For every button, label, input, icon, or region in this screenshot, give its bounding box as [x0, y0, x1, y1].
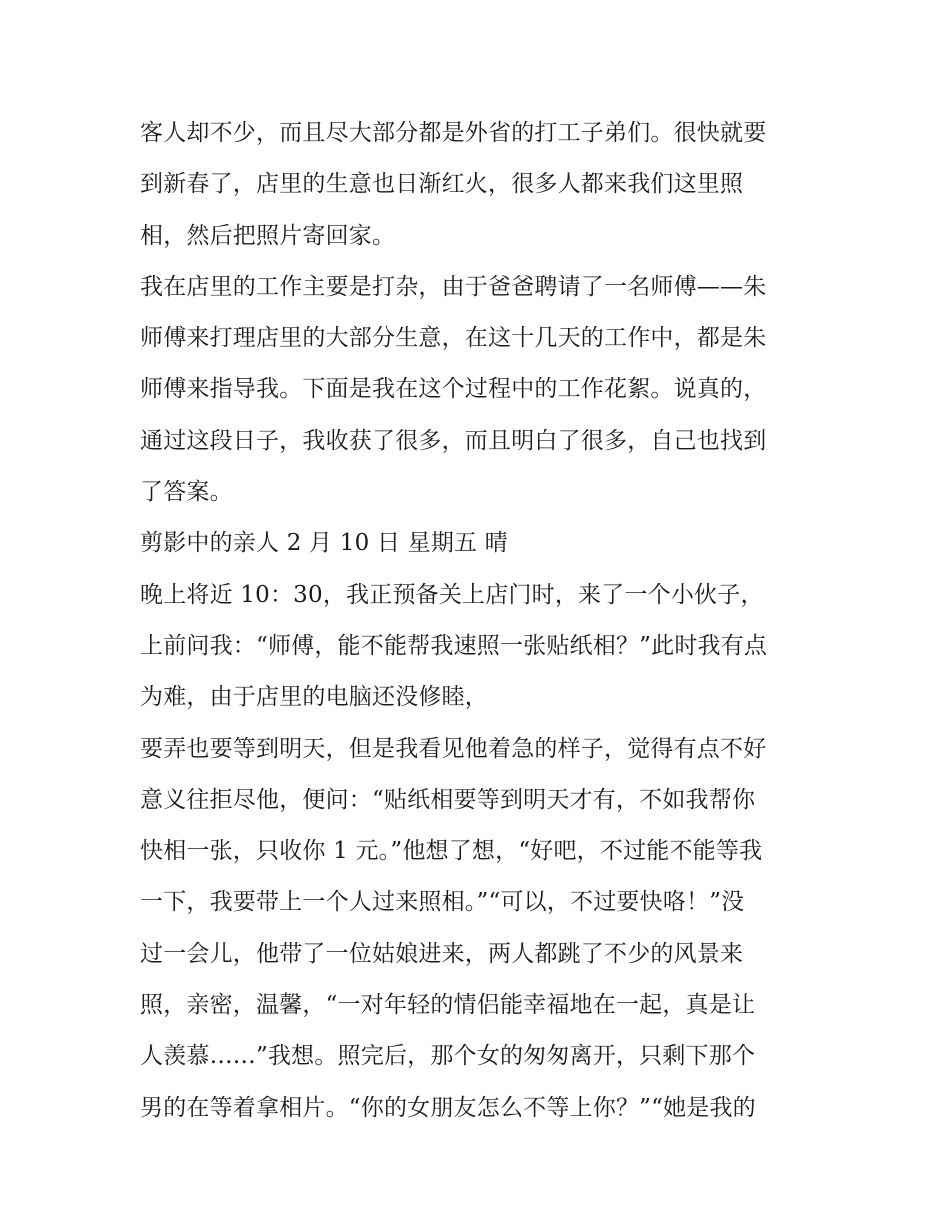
text-line: 我在店里的工作主要是打杂，由于爸爸聘请了一名师傅——朱 [140, 273, 767, 300]
text-line: 照，亲密，温馨，“一对年轻的情侣能幸福地在一起，真是让 [140, 992, 756, 1019]
text-line: 相，然后把照片寄回家。 [140, 222, 396, 249]
text-line: 快相一张，只收你 1 元。”他想了想，“好吧，不过能不能等我 [140, 838, 763, 865]
text-line: 为难，由于店里的电脑还没修睦， [140, 684, 488, 711]
text-line: 要弄也要等到明天，但是我看见他着急的样子，觉得有点不好 [140, 735, 767, 762]
text-line: 到新春了，店里的生意也日渐红火，很多人都来我们这里照 [140, 171, 744, 198]
text-line: 上前问我：“师傅，能不能帮我速照一张贴纸相？”此时我有点 [140, 632, 768, 659]
text-line: 一下，我要带上一个人过来照相。”“可以，不过要快咯！”没 [140, 889, 745, 916]
text-line: 客人却不少，而且尽大部分都是外省的打工子弟们。很快就要 [140, 120, 767, 146]
text-line: 通过这段日子，我收获了很多，而且明白了很多，自己也找到 [140, 427, 767, 454]
text-line: 了答案。 [140, 479, 233, 506]
text-line: 人羡慕……”我想。照完后，那个女的匆匆离开，只剩下那个 [140, 1043, 756, 1070]
text-line: 过一会儿，他带了一位姑娘进来，两人都跳了不少的风景来 [140, 940, 744, 967]
section-heading: 剪影中的亲人 2 月 10 日 星期五 晴 [140, 530, 508, 557]
text-line: 师傅来指导我。下面是我在这个过程中的工作花絮。说真的， [140, 376, 767, 403]
body-text [140, 108, 820, 1134]
text-line: 师傅来打理店里的大部分生意，在这十几天的工作中，都是朱 [140, 325, 767, 352]
text-line: 意义往拒尽他，便问：“贴纸相要等到明天才有，不如我帮你 [140, 786, 756, 813]
text-line: 男的在等着拿相片。“你的女朋友怎么不等上你？”“她是我的 [140, 1094, 756, 1121]
text-line: 晚上将近 10：30，我正预备关上店门时，来了一个小伙子， [140, 581, 764, 608]
